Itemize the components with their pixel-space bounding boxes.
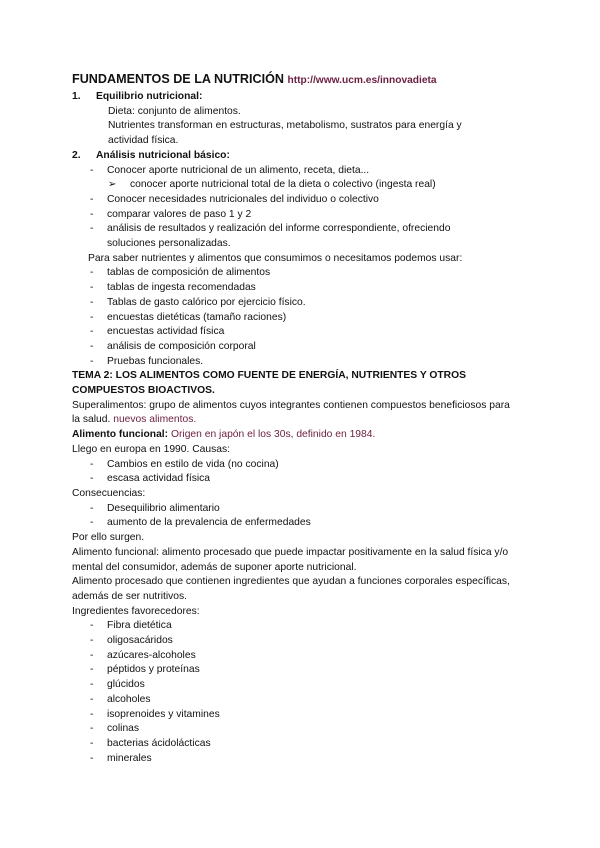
paragraph-line: la salud. <box>72 414 114 426</box>
section-1-line: Dieta: conjunto de alimentos. <box>108 105 241 117</box>
paragraph-line: Alimento funcional: alimento procesado que puede impactar positivamente en la salud física y/o <box>72 546 509 558</box>
nuevos-alimentos-note: nuevos alimentos. <box>113 414 197 426</box>
list-item: - tablas de ingesta recomendadas <box>90 281 532 296</box>
list-item: - aumento de la prevalencia de enfermedades <box>90 516 532 531</box>
list-item-line: soluciones personalizadas. <box>107 238 231 250</box>
list-item: - azúcares-alcoholes <box>90 649 532 664</box>
document-content <box>72 70 532 766</box>
list-item <box>90 222 532 251</box>
superalimentos-paragraph <box>72 399 532 428</box>
paragraph-line: además de ser nutritivos. <box>72 590 188 602</box>
list-item: - análisis de composición corporal <box>90 340 532 355</box>
list-item: - oligosacáridos <box>90 634 532 649</box>
tema-2-heading-line: COMPUESTOS BIOACTIVOS. <box>72 385 215 397</box>
list-item: - tablas de composición de alimentos <box>90 266 532 281</box>
list-item: - glúcidos <box>90 678 532 693</box>
section-1-number: 1. <box>72 91 81 102</box>
section-2-heading <box>72 149 532 164</box>
list-item: - colinas <box>90 722 532 737</box>
section-1-body <box>72 105 532 149</box>
section-1-line: actividad física. <box>108 135 179 147</box>
list-item: - Cambios en estilo de vida (no cocina) <box>90 458 532 473</box>
sub-list-item <box>72 178 532 193</box>
list-item: - Tablas de gasto calórico por ejercicio físico. <box>90 296 532 311</box>
list-item: - isoprenoides y vitamines <box>90 708 532 723</box>
title-text: FUNDAMENTOS DE LA NUTRICIÓN <box>72 72 284 86</box>
alimento-funcional-origin: Origen en japón el los 30s, definido en 1984. <box>168 429 376 441</box>
list-item: - escasa actividad física <box>90 472 532 487</box>
list-item: - péptidos y proteínas <box>90 663 532 678</box>
section-2-list-continued <box>72 193 532 252</box>
europa-paragraph: Llego en europa en 1990. Causas: <box>72 443 231 455</box>
tools-list <box>72 266 532 369</box>
list-item: - encuestas actividad física <box>90 325 532 340</box>
list-item: - bacterias ácidolácticas <box>90 737 532 752</box>
list-item: - Fibra dietética <box>90 619 532 634</box>
section-1-heading <box>72 90 532 105</box>
list-item: - Desequilibrio alimentario <box>90 502 532 517</box>
definition-paragraph-2 <box>72 575 532 604</box>
list-item: - Pruebas funcionales. <box>90 355 532 370</box>
section-1-title: Equilibrio nutricional: <box>96 91 203 102</box>
tema-2-heading <box>72 369 532 398</box>
alimento-funcional-paragraph <box>72 428 532 443</box>
consecuencias-label: Consecuencias: <box>72 487 146 499</box>
tema-2-heading-line: TEMA 2: LOS ALIMENTOS COMO FUENTE DE ENERGÍA, NUTRIENTES Y OTROS <box>72 370 466 382</box>
list-item: - alcoholes <box>90 693 532 708</box>
definition-paragraph-1 <box>72 546 532 575</box>
arrow-bullet-icon: ➢ <box>108 179 117 191</box>
list-item: - Conocer aporte nutricional de un alimento, receta, dieta... <box>90 164 532 179</box>
title-link[interactable]: http://www.ucm.es/innovadieta <box>287 75 437 86</box>
paragraph-line: Superalimentos: grupo de alimentos cuyos integrantes contienen compuestos beneficiosos para <box>72 399 510 411</box>
list-item-line: análisis de resultados y realización del informe correspondiente, ofreciendo <box>107 223 451 235</box>
por-ello-paragraph: Por ello surgen. <box>72 532 145 544</box>
ingredientes-list <box>72 619 532 766</box>
list-item: - Conocer necesidades nutricionales del individuo o colectivo <box>90 193 532 208</box>
paragraph-line: mental del consumidor, además de suponer aporte nutricional. <box>72 561 357 573</box>
sub-list-text: conocer aporte nutricional total de la dieta o colectivo (ingesta real) <box>130 179 436 191</box>
section-2-number: 2. <box>72 149 81 161</box>
consecuencias-list <box>72 502 532 531</box>
section-2-list <box>72 164 532 179</box>
list-item: - encuestas dietéticas (tamaño raciones) <box>90 311 532 326</box>
paragraph-line: Alimento procesado que contienen ingredientes que ayudan a funciones corporales específicas, <box>72 576 510 588</box>
alimento-funcional-label: Alimento funcional: <box>72 429 169 441</box>
tools-intro: Para saber nutrientes y alimentos que consumimos o necesitamos podemos usar: <box>88 252 463 264</box>
list-item: - minerales <box>90 752 532 767</box>
ingredientes-label: Ingredientes favorecedores: <box>72 605 200 617</box>
list-item: - comparar valores de paso 1 y 2 <box>90 208 532 223</box>
document-title <box>72 70 532 90</box>
section-2-title: Análisis nutricional básico: <box>96 149 230 161</box>
causas-list <box>72 458 532 487</box>
section-1-line: Nutrientes transforman en estructuras, metabolismo, sustratos para energía y <box>108 120 462 132</box>
